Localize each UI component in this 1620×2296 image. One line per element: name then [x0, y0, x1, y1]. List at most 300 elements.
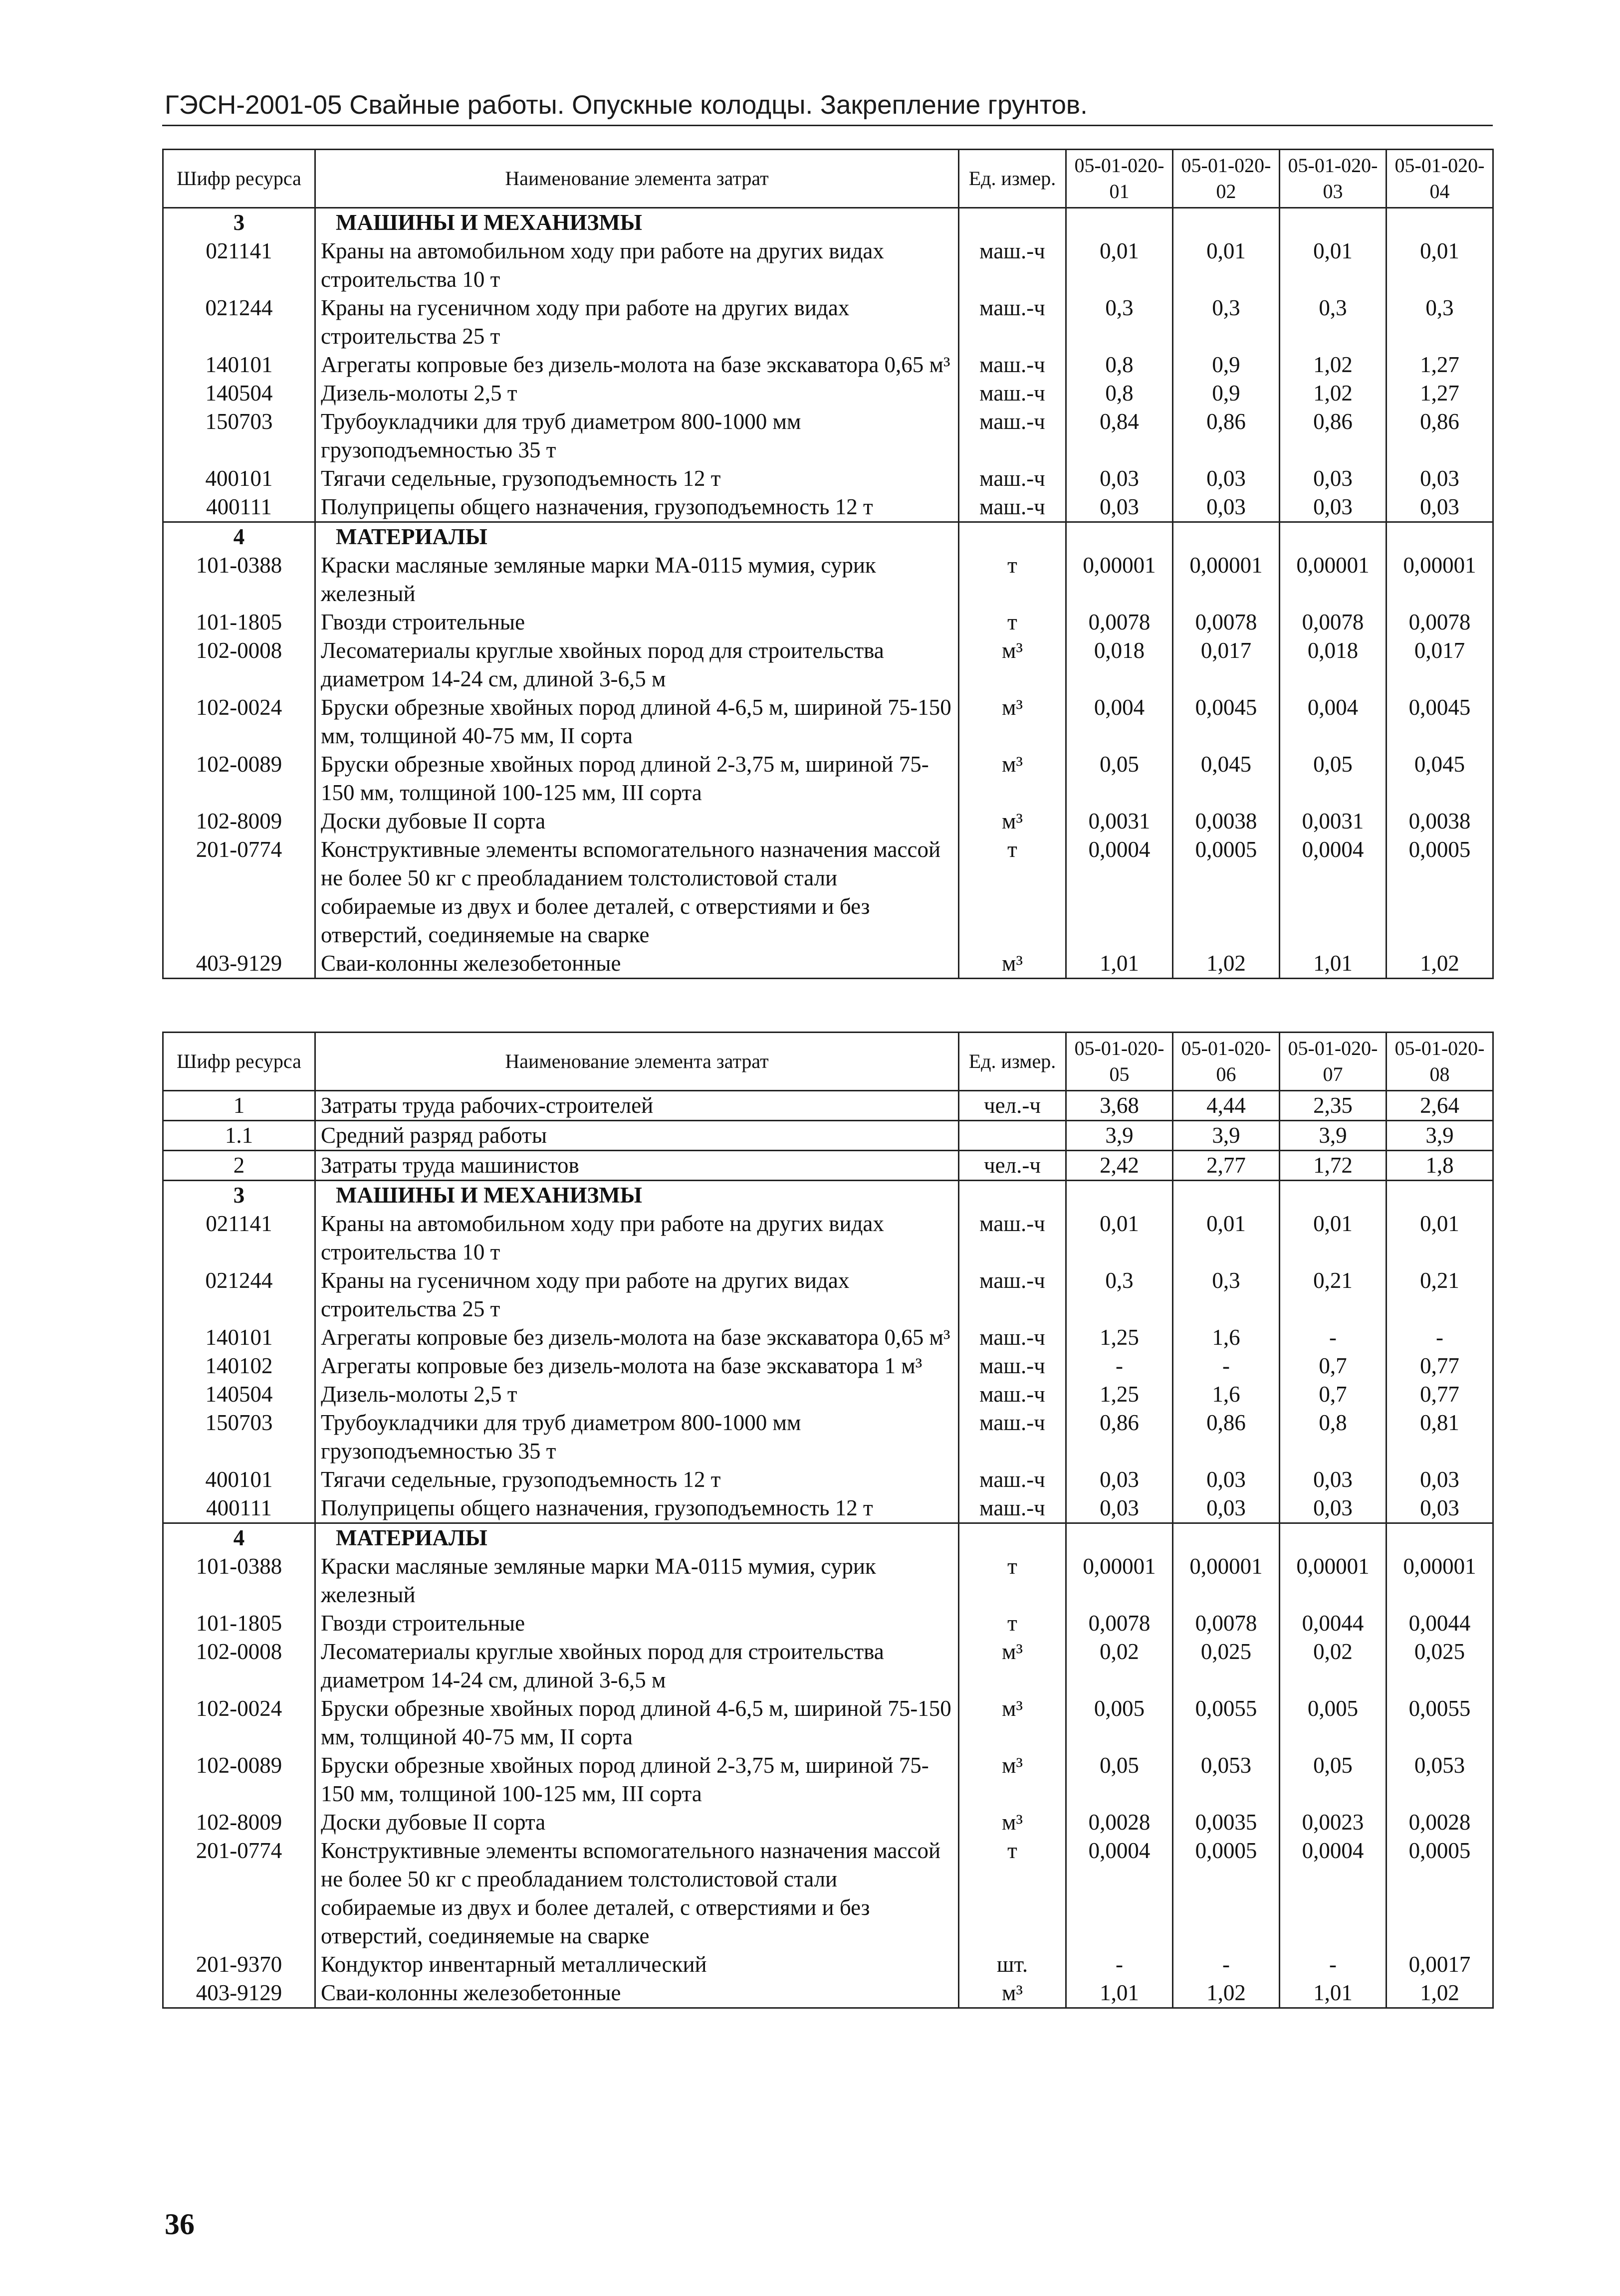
- resource-code: 102-0024: [163, 1694, 315, 1751]
- norm-value: 0,0028: [1387, 1808, 1493, 1837]
- resource-unit: маш.-ч: [959, 1465, 1066, 1494]
- resource-name: Полуприцепы общего назначения, грузоподъемность 12 т: [315, 493, 959, 522]
- table-row: [163, 1552, 1493, 1609]
- norm-value: 0,01: [1280, 1210, 1387, 1266]
- table-row: [163, 493, 1493, 522]
- resource-code: 140101: [163, 1323, 315, 1352]
- table-row: [163, 1323, 1493, 1352]
- resource-unit: маш.-ч: [959, 464, 1066, 493]
- resource-code: 102-8009: [163, 1808, 315, 1837]
- norm-value: 2,64: [1387, 1091, 1493, 1121]
- norm-value: 0,0044: [1280, 1609, 1387, 1638]
- norm-value: 0,00001: [1387, 551, 1493, 608]
- resource-unit: т: [959, 1837, 1066, 1950]
- table-row: [163, 636, 1493, 693]
- norm-value: 1,02: [1173, 1979, 1280, 2008]
- norm-value: 1,01: [1280, 1979, 1387, 2008]
- resource-unit: м³: [959, 636, 1066, 693]
- norm-value: [1387, 1181, 1493, 1210]
- norm-value: 0,0055: [1173, 1694, 1280, 1751]
- resource-unit: [959, 1121, 1066, 1151]
- col-header-norm-6: 05-01-020-06: [1173, 1033, 1280, 1091]
- resource-code: 102-0089: [163, 750, 315, 807]
- norm-value: 0,018: [1066, 636, 1173, 693]
- norm-value: 1,02: [1387, 949, 1493, 979]
- norm-value: [1066, 208, 1173, 237]
- resource-code: 4: [163, 1523, 315, 1553]
- resource-name: Бруски обрезные хвойных пород длиной 2-3,75 м, шириной 75-150 мм, толщиной 100-125 мм, III сорта: [315, 1751, 959, 1808]
- resource-name: МАШИНЫ И МЕХАНИЗМЫ: [315, 1181, 959, 1210]
- norm-value: 0,00001: [1173, 1552, 1280, 1609]
- resource-name: Краски масляные земляные марки МА-0115 мумия, сурик железный: [315, 551, 959, 608]
- norm-value: 0,025: [1387, 1638, 1493, 1694]
- resource-code: 400101: [163, 464, 315, 493]
- resource-unit: м³: [959, 1808, 1066, 1837]
- norm-value: 0,01: [1387, 1210, 1493, 1266]
- table-header-row: [163, 1033, 1493, 1091]
- col-header-norm-2: 05-01-020-02: [1173, 150, 1280, 208]
- norm-value: -: [1280, 1323, 1387, 1352]
- resource-table-2: [162, 1032, 1494, 2009]
- resource-unit: маш.-ч: [959, 1210, 1066, 1266]
- table-row: [163, 807, 1493, 835]
- norm-value: [1066, 1523, 1173, 1553]
- resource-name: Лесоматериалы круглые хвойных пород для строительства диаметром 14-24 см, длиной 3-6,5 м: [315, 636, 959, 693]
- norm-value: 2,42: [1066, 1151, 1173, 1181]
- norm-value: 0,053: [1387, 1751, 1493, 1808]
- resource-code: 400111: [163, 1494, 315, 1523]
- resource-unit: маш.-ч: [959, 379, 1066, 408]
- resource-unit: шт.: [959, 1950, 1066, 1979]
- norm-value: 0,0005: [1173, 1837, 1280, 1950]
- resource-unit: т: [959, 1609, 1066, 1638]
- resource-unit: маш.-ч: [959, 1409, 1066, 1465]
- resource-name: Дизель-молоты 2,5 т: [315, 1380, 959, 1409]
- table-row: [163, 1523, 1493, 1553]
- norm-value: 1,6: [1173, 1380, 1280, 1409]
- resource-name: Краски масляные земляные марки МА-0115 мумия, сурик железный: [315, 1552, 959, 1609]
- resource-code: 3: [163, 208, 315, 237]
- table-row: [163, 379, 1493, 408]
- norm-value: 0,0031: [1280, 807, 1387, 835]
- norm-value: 0,017: [1387, 636, 1493, 693]
- resource-name: Кондуктор инвентарный металлический: [315, 1950, 959, 1979]
- norm-value: 0,0031: [1066, 807, 1173, 835]
- resource-name: Трубоукладчики для труб диаметром 800-1000 мм грузоподъемностью 35 т: [315, 408, 959, 464]
- norm-value: 0,3: [1387, 294, 1493, 351]
- resource-name: Агрегаты копровые без дизель-молота на базе экскаватора 0,65 м³: [315, 1323, 959, 1352]
- norm-value: 0,3: [1280, 294, 1387, 351]
- resource-name: Средний разряд работы: [315, 1121, 959, 1151]
- norm-value: 0,03: [1280, 1494, 1387, 1523]
- norm-value: 0,00001: [1280, 551, 1387, 608]
- resource-code: 021244: [163, 1266, 315, 1323]
- norm-value: 0,0078: [1280, 608, 1387, 636]
- norm-value: 0,0004: [1066, 1837, 1173, 1950]
- resource-code: 140102: [163, 1352, 315, 1380]
- resource-name: Тягачи седельные, грузоподъемность 12 т: [315, 1465, 959, 1494]
- norm-value: 0,21: [1387, 1266, 1493, 1323]
- norm-value: 0,21: [1280, 1266, 1387, 1323]
- norm-value: 0,0078: [1173, 1609, 1280, 1638]
- resource-unit: м³: [959, 693, 1066, 750]
- norm-value: -: [1066, 1352, 1173, 1380]
- norm-value: 0,045: [1173, 750, 1280, 807]
- col-header-norm-7: 05-01-020-07: [1280, 1033, 1387, 1091]
- norm-value: 0,05: [1280, 750, 1387, 807]
- table-row: [163, 1609, 1493, 1638]
- header-rule: [162, 125, 1493, 126]
- table-row: [163, 608, 1493, 636]
- resource-code: 403-9129: [163, 949, 315, 979]
- table-row: [163, 1751, 1493, 1808]
- norm-value: 0,00001: [1066, 551, 1173, 608]
- table-row: [163, 693, 1493, 750]
- norm-value: 0,8: [1280, 1409, 1387, 1465]
- norm-value: 0,03: [1387, 464, 1493, 493]
- resource-name: Дизель-молоты 2,5 т: [315, 379, 959, 408]
- norm-value: 0,00001: [1387, 1552, 1493, 1609]
- norm-value: 0,77: [1387, 1380, 1493, 1409]
- norm-value: [1173, 1181, 1280, 1210]
- resource-unit: м³: [959, 1694, 1066, 1751]
- norm-value: 0,0005: [1387, 835, 1493, 949]
- resource-code: 102-0008: [163, 636, 315, 693]
- resource-name: Краны на автомобильном ходу при работе на других видах строительства 10 т: [315, 237, 959, 294]
- resource-unit: маш.-ч: [959, 1323, 1066, 1352]
- resource-unit: чел.-ч: [959, 1151, 1066, 1181]
- norm-value: 1,01: [1280, 949, 1387, 979]
- resource-code: 201-0774: [163, 835, 315, 949]
- norm-value: 0,3: [1066, 294, 1173, 351]
- page-title: ГЭСН-2001-05 Свайные работы. Опускные колодцы. Закрепление грунтов.: [165, 90, 1088, 120]
- norm-value: 1,02: [1280, 351, 1387, 379]
- table-row: [163, 294, 1493, 351]
- norm-value: 0,8: [1066, 379, 1173, 408]
- resource-name: Сваи-колонны железобетонные: [315, 949, 959, 979]
- norm-value: 0,8: [1066, 351, 1173, 379]
- col-header-norm-3: 05-01-020-03: [1280, 150, 1387, 208]
- resource-unit: маш.-ч: [959, 1352, 1066, 1380]
- table-row: [163, 1091, 1493, 1121]
- norm-value: 0,0038: [1173, 807, 1280, 835]
- resource-code: 102-0008: [163, 1638, 315, 1694]
- resource-name: Агрегаты копровые без дизель-молота на базе экскаватора 1 м³: [315, 1352, 959, 1380]
- norm-value: 0,0005: [1387, 1837, 1493, 1950]
- resource-unit: маш.-ч: [959, 1380, 1066, 1409]
- resource-code: 403-9129: [163, 1979, 315, 2008]
- resource-name: Краны на гусеничном ходу при работе на других видах строительства 25 т: [315, 1266, 959, 1323]
- norm-value: 0,77: [1387, 1352, 1493, 1380]
- table-row: [163, 1266, 1493, 1323]
- norm-value: 0,86: [1387, 408, 1493, 464]
- resource-code: 101-0388: [163, 1552, 315, 1609]
- table-row: [163, 1210, 1493, 1266]
- norm-value: 4,44: [1173, 1091, 1280, 1121]
- table-row: [163, 1181, 1493, 1210]
- resource-code: 021244: [163, 294, 315, 351]
- resource-code: 140101: [163, 351, 315, 379]
- table-row: [163, 1380, 1493, 1409]
- resource-code: 102-0089: [163, 1751, 315, 1808]
- table-row: [163, 1465, 1493, 1494]
- resource-unit: м³: [959, 750, 1066, 807]
- col-header-norm-1: 05-01-020-01: [1066, 150, 1173, 208]
- resource-name: Трубоукладчики для труб диаметром 800-1000 мм грузоподъемностью 35 т: [315, 1409, 959, 1465]
- norm-value: 0,0004: [1280, 1837, 1387, 1950]
- resource-name: МАТЕРИАЛЫ: [315, 522, 959, 552]
- norm-value: 0,00001: [1280, 1552, 1387, 1609]
- norm-value: 0,0028: [1066, 1808, 1173, 1837]
- resource-name: Конструктивные элементы вспомогательного назначения массой не более 50 кг с преобладанием толстолистовой стали собираемые из двух и более деталей, с отверстиями и без отверстий, соединяемые на сварке: [315, 835, 959, 949]
- norm-value: 0,05: [1280, 1751, 1387, 1808]
- table-row: [163, 408, 1493, 464]
- table-row: [163, 949, 1493, 979]
- norm-value: 0,03: [1280, 493, 1387, 522]
- resource-code: 102-0024: [163, 693, 315, 750]
- resource-name: Гвозди строительные: [315, 608, 959, 636]
- resource-name: Конструктивные элементы вспомогательного назначения массой не более 50 кг с преобладанием толстолистовой стали собираемые из двух и более деталей, с отверстиями и без отверстий, соединяемые на сварке: [315, 1837, 959, 1950]
- table-row: [163, 1808, 1493, 1837]
- norm-value: [1280, 1523, 1387, 1553]
- norm-value: 0,018: [1280, 636, 1387, 693]
- norm-value: 0,025: [1173, 1638, 1280, 1694]
- norm-value: 0,03: [1066, 493, 1173, 522]
- norm-value: 0,03: [1066, 1494, 1173, 1523]
- resource-name: Агрегаты копровые без дизель-молота на базе экскаватора 0,65 м³: [315, 351, 959, 379]
- resource-code: 021141: [163, 237, 315, 294]
- norm-value: 0,045: [1387, 750, 1493, 807]
- resource-code: 400101: [163, 1465, 315, 1494]
- resource-name: Затраты труда машинистов: [315, 1151, 959, 1181]
- norm-value: 0,03: [1173, 493, 1280, 522]
- resource-name: Тягачи седельные, грузоподъемность 12 т: [315, 464, 959, 493]
- norm-value: [1066, 1181, 1173, 1210]
- table-row: [163, 351, 1493, 379]
- resource-unit: [959, 522, 1066, 552]
- resource-unit: маш.-ч: [959, 294, 1066, 351]
- norm-value: 0,017: [1173, 636, 1280, 693]
- norm-value: 3,9: [1066, 1121, 1173, 1151]
- norm-value: 0,0045: [1387, 693, 1493, 750]
- resource-code: 102-8009: [163, 807, 315, 835]
- norm-value: 1,27: [1387, 351, 1493, 379]
- norm-value: [1387, 522, 1493, 552]
- norm-value: 0,86: [1173, 408, 1280, 464]
- resource-code: 4: [163, 522, 315, 552]
- resource-code: 2: [163, 1151, 315, 1181]
- table-row: [163, 464, 1493, 493]
- resource-code: 201-9370: [163, 1950, 315, 1979]
- norm-value: -: [1280, 1950, 1387, 1979]
- norm-value: 0,03: [1066, 464, 1173, 493]
- norm-value: 1,8: [1387, 1151, 1493, 1181]
- norm-value: 0,005: [1280, 1694, 1387, 1751]
- norm-value: 0,053: [1173, 1751, 1280, 1808]
- norm-value: 0,0044: [1387, 1609, 1493, 1638]
- norm-value: 0,0045: [1173, 693, 1280, 750]
- resource-unit: маш.-ч: [959, 493, 1066, 522]
- norm-value: 0,0078: [1387, 608, 1493, 636]
- col-header-norm-4: 05-01-020-04: [1387, 150, 1493, 208]
- norm-value: 0,7: [1280, 1352, 1387, 1380]
- resource-code: 101-1805: [163, 1609, 315, 1638]
- norm-value: 0,3: [1173, 294, 1280, 351]
- resource-name: Затраты труда рабочих-строителей: [315, 1091, 959, 1121]
- norm-value: [1173, 208, 1280, 237]
- norm-value: 1,25: [1066, 1323, 1173, 1352]
- norm-value: 0,0004: [1280, 835, 1387, 949]
- norm-value: 0,03: [1387, 1465, 1493, 1494]
- table-row: [163, 1494, 1493, 1523]
- norm-value: 0,02: [1280, 1638, 1387, 1694]
- norm-value: 1,02: [1387, 1979, 1493, 2008]
- norm-value: 1,6: [1173, 1323, 1280, 1352]
- resource-name: МАШИНЫ И МЕХАНИЗМЫ: [315, 208, 959, 237]
- resource-unit: т: [959, 835, 1066, 949]
- resource-unit: м³: [959, 807, 1066, 835]
- table-row: [163, 551, 1493, 608]
- norm-value: 0,004: [1280, 693, 1387, 750]
- resource-name: Доски дубовые II сорта: [315, 1808, 959, 1837]
- table-header-row: [163, 150, 1493, 208]
- norm-value: 1,02: [1173, 949, 1280, 979]
- resource-code: 3: [163, 1181, 315, 1210]
- resource-unit: м³: [959, 1979, 1066, 2008]
- table-row: [163, 1409, 1493, 1465]
- norm-value: 0,03: [1280, 1465, 1387, 1494]
- norm-value: 0,004: [1066, 693, 1173, 750]
- resource-name: Доски дубовые II сорта: [315, 807, 959, 835]
- norm-value: 0,01: [1066, 237, 1173, 294]
- norm-value: 0,03: [1387, 1494, 1493, 1523]
- resource-name: Краны на гусеничном ходу при работе на других видах строительства 25 т: [315, 294, 959, 351]
- resource-unit: [959, 1181, 1066, 1210]
- resource-unit: маш.-ч: [959, 1494, 1066, 1523]
- col-header-norm-8: 05-01-020-08: [1387, 1033, 1493, 1091]
- norm-value: 1,25: [1066, 1380, 1173, 1409]
- table-row: [163, 1694, 1493, 1751]
- page-number: 36: [165, 2208, 195, 2241]
- resource-unit: маш.-ч: [959, 1266, 1066, 1323]
- table-row: [163, 1979, 1493, 2008]
- norm-value: 0,01: [1173, 237, 1280, 294]
- resource-unit: маш.-ч: [959, 408, 1066, 464]
- norm-value: 3,9: [1280, 1121, 1387, 1151]
- table-row: [163, 835, 1493, 949]
- norm-value: 0,03: [1173, 1465, 1280, 1494]
- norm-value: 0,0078: [1066, 608, 1173, 636]
- resource-code: 150703: [163, 1409, 315, 1465]
- norm-value: 0,01: [1173, 1210, 1280, 1266]
- norm-value: -: [1066, 1950, 1173, 1979]
- norm-value: 0,9: [1173, 351, 1280, 379]
- resource-code: 140504: [163, 379, 315, 408]
- norm-value: 0,00001: [1066, 1552, 1173, 1609]
- table-row: [163, 1121, 1493, 1151]
- norm-value: 0,0038: [1387, 807, 1493, 835]
- col-header-unit: Ед. измер.: [959, 150, 1066, 208]
- norm-value: 1,27: [1387, 379, 1493, 408]
- resource-unit: м³: [959, 949, 1066, 979]
- norm-value: 0,03: [1173, 464, 1280, 493]
- norm-value: [1280, 522, 1387, 552]
- table-row: [163, 1151, 1493, 1181]
- col-header-name: Наименование элемента затрат: [315, 150, 959, 208]
- norm-value: 0,01: [1066, 1210, 1173, 1266]
- norm-value: [1280, 1181, 1387, 1210]
- col-header-norm-5: 05-01-020-05: [1066, 1033, 1173, 1091]
- table-row: [163, 1352, 1493, 1380]
- resource-table-1: [162, 149, 1494, 979]
- resource-code: 1: [163, 1091, 315, 1121]
- norm-value: 0,03: [1173, 1494, 1280, 1523]
- norm-value: 0,86: [1066, 1409, 1173, 1465]
- resource-name: Бруски обрезные хвойных пород длиной 4-6,5 м, шириной 75-150 мм, толщиной 40-75 мм, II сорта: [315, 1694, 959, 1751]
- col-header-name: Наименование элемента затрат: [315, 1033, 959, 1091]
- table-row: [163, 1837, 1493, 1950]
- norm-value: 0,0078: [1066, 1609, 1173, 1638]
- resource-unit: м³: [959, 1638, 1066, 1694]
- norm-value: -: [1387, 1323, 1493, 1352]
- resource-code: 140504: [163, 1380, 315, 1409]
- resource-unit: т: [959, 1552, 1066, 1609]
- resource-unit: маш.-ч: [959, 351, 1066, 379]
- resource-unit: чел.-ч: [959, 1091, 1066, 1121]
- col-header-unit: Ед. измер.: [959, 1033, 1066, 1091]
- resource-code: 201-0774: [163, 1837, 315, 1950]
- table-row: [163, 208, 1493, 237]
- norm-value: 1,01: [1066, 949, 1173, 979]
- resource-name: Полуприцепы общего назначения, грузоподъемность 12 т: [315, 1494, 959, 1523]
- table-row: [163, 237, 1493, 294]
- resource-name: Бруски обрезные хвойных пород длиной 2-3,75 м, шириной 75-150 мм, толщиной 100-125 мм, III сорта: [315, 750, 959, 807]
- table-row: [163, 1950, 1493, 1979]
- norm-value: 3,9: [1173, 1121, 1280, 1151]
- resource-name: Лесоматериалы круглые хвойных пород для строительства диаметром 14-24 см, длиной 3-6,5 м: [315, 1638, 959, 1694]
- norm-value: 0,0004: [1066, 835, 1173, 949]
- norm-value: 0,0017: [1387, 1950, 1493, 1979]
- resource-code: 101-0388: [163, 551, 315, 608]
- resource-code: 1.1: [163, 1121, 315, 1151]
- table-row: [163, 1638, 1493, 1694]
- norm-value: 3,68: [1066, 1091, 1173, 1121]
- norm-value: 1,72: [1280, 1151, 1387, 1181]
- norm-value: 0,03: [1280, 464, 1387, 493]
- norm-value: [1387, 208, 1493, 237]
- norm-value: 0,0035: [1173, 1808, 1280, 1837]
- norm-value: 1,02: [1280, 379, 1387, 408]
- norm-value: 0,0005: [1173, 835, 1280, 949]
- norm-value: 0,02: [1066, 1638, 1173, 1694]
- table-row: [163, 750, 1493, 807]
- resource-name: Сваи-колонны железобетонные: [315, 1979, 959, 2008]
- resource-unit: маш.-ч: [959, 237, 1066, 294]
- resource-unit: м³: [959, 1751, 1066, 1808]
- norm-value: 0,7: [1280, 1380, 1387, 1409]
- norm-value: [1173, 522, 1280, 552]
- norm-value: 0,03: [1387, 493, 1493, 522]
- resource-unit: [959, 1523, 1066, 1553]
- norm-value: 0,01: [1280, 237, 1387, 294]
- norm-value: 0,01: [1387, 237, 1493, 294]
- resource-code: 400111: [163, 493, 315, 522]
- resource-code: 021141: [163, 1210, 315, 1266]
- norm-value: 0,05: [1066, 1751, 1173, 1808]
- norm-value: 0,86: [1173, 1409, 1280, 1465]
- norm-value: 0,0023: [1280, 1808, 1387, 1837]
- norm-value: -: [1173, 1352, 1280, 1380]
